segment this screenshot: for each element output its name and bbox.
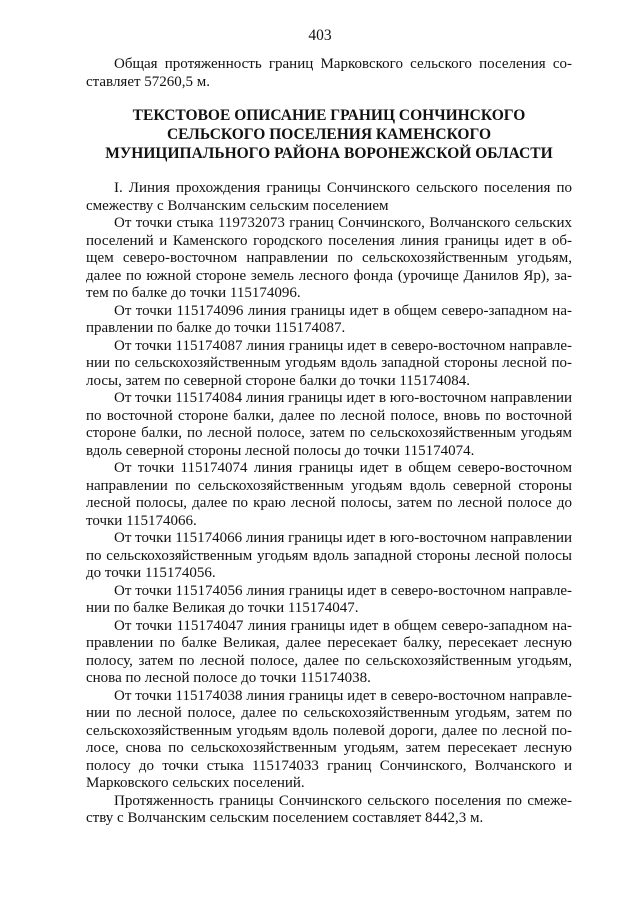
text-line: тем по балке до точки 115174096. (86, 285, 301, 301)
title-line: ТЕКСТОВОЕ ОПИСАНИЕ ГРАНИЦ СОНЧИНСКОГО (132, 107, 526, 124)
text-line: щем северо-восточном направлении по сельскохозяйственным угодьям, (86, 250, 572, 266)
paragraph (86, 303, 572, 338)
paragraph (86, 530, 572, 583)
text-line: ству с Волчанским сельским поселением составляет 8442,3 м. (86, 810, 484, 826)
text-line: стороне балки, по лесной полосе, затем по сельскохозяйственным угодьям (86, 425, 572, 441)
text-line: От точки 115174074 линия границы идет в общем северо-восточном (114, 460, 572, 476)
title-line: СЕЛЬСКОГО ПОСЕЛЕНИЯ КАМЕНСКОГО (166, 126, 492, 143)
text-line: по сельскохозяйственным угодьям вдоль западной стороны лесной полосы (86, 547, 572, 564)
text-line: лосы, затем по северной стороне балки до точки 115174084. (86, 372, 471, 389)
text-line: I. Линия прохождения границы Сончинского сельского поселения по (114, 180, 572, 196)
text-line: Марковского сельских поселений. (86, 775, 305, 791)
paragraph-heading (86, 180, 572, 215)
text-line: поселений и Каменского городского поселения линия границы идет в об- (86, 232, 572, 249)
body-text (86, 180, 572, 828)
text-line: направлении по сельскохозяйственным угодьям вдоль северной стороны (86, 477, 572, 494)
text-line: по восточной стороне балки, далее по лесной полосе, вновь по восточной (86, 407, 572, 424)
text-line: От точки 115174038 линия границы идет в северо-восточном направле- (114, 687, 572, 704)
page-number: 403 (308, 27, 332, 44)
paragraph (86, 460, 572, 530)
text-line: нии по балке Великая до точки 115174047. (86, 600, 359, 616)
paragraph (86, 215, 572, 303)
text-line: нии по лесной полосе, далее по сельскохозяйственным угодьям, затем по (86, 705, 572, 721)
text-line: лесной полосы, далее по краю лесной полосы, затем по лесной полосе до (86, 495, 572, 511)
text-line: точки 115174066. (86, 512, 197, 529)
text-line: Общая протяженность границ Марковского сельского поселения со- (114, 56, 572, 72)
intro-paragraph (86, 56, 572, 91)
text-line: От точки 115174047 линия границы идет в общем северо-западном на- (114, 617, 572, 634)
text-line: правлении по балке Великая, далее пересекает балку, пересекает лесную (86, 635, 572, 651)
paragraph (86, 688, 572, 793)
text-line: От точки 115174056 линия границы идет в северо-восточном направле- (114, 582, 572, 599)
text-line: От точки 115174087 линия границы идет в северо-восточном направле- (114, 337, 572, 354)
text-line: правлении по балке до точки 115174087. (86, 320, 346, 336)
paragraph (86, 583, 572, 618)
text-line: далее по южной стороне земель лесного фонда (урочище Данилов Яр), за- (86, 267, 572, 284)
text-line: Протяженность границы Сончинского сельского поселения по смеже- (114, 792, 572, 809)
text-line: От точки 115174066 линия границы идет в юго-восточном направлении (114, 530, 573, 546)
paragraph (86, 338, 572, 391)
text-line: сельскохозяйственным угодьям вдоль полевой дороги, далее по лесной по- (86, 722, 572, 739)
text-line: до точки 115174056. (86, 565, 216, 581)
section-title (86, 106, 572, 163)
text-line: лосе, снова по сельскохозяйственным угодьям, затем пересекает лесную (86, 740, 572, 756)
paragraph-total (86, 793, 572, 828)
text-line: полосу, затем по лесной полосе, далее по сельскохозяйственным угодьям, (86, 652, 572, 669)
paragraph (86, 390, 572, 460)
text-line: нии по сельскохозяйственным угодьям вдоль западной стороны лесной по- (86, 355, 572, 371)
text-line: ставляет 57260,5 м. (86, 73, 211, 90)
text-line: От точки 115174096 линия границы идет в общем северо-западном на- (114, 302, 572, 319)
title-line: МУНИЦИПАЛЬНОГО РАЙОНА ВОРОНЕЖСКОЙ ОБЛАСТИ (105, 145, 553, 162)
paragraph (86, 618, 572, 688)
text-line: вдоль северной стороны лесной полосы до точки 115174074. (86, 442, 475, 459)
text-line: От точки стыка 119732073 границ Сончинского, Волчанского сельских (114, 215, 572, 231)
text-line: От точки 115174084 линия границы идет в юго-восточном направлении (114, 390, 573, 406)
text-line: полосу до точки стыка 115174033 границ Сончинского, Волчанского и (86, 757, 572, 774)
text-line: снова по лесной полосе до точки 115174038. (86, 670, 371, 686)
text-line: смежеству с Волчанским сельским поселением (86, 197, 389, 214)
